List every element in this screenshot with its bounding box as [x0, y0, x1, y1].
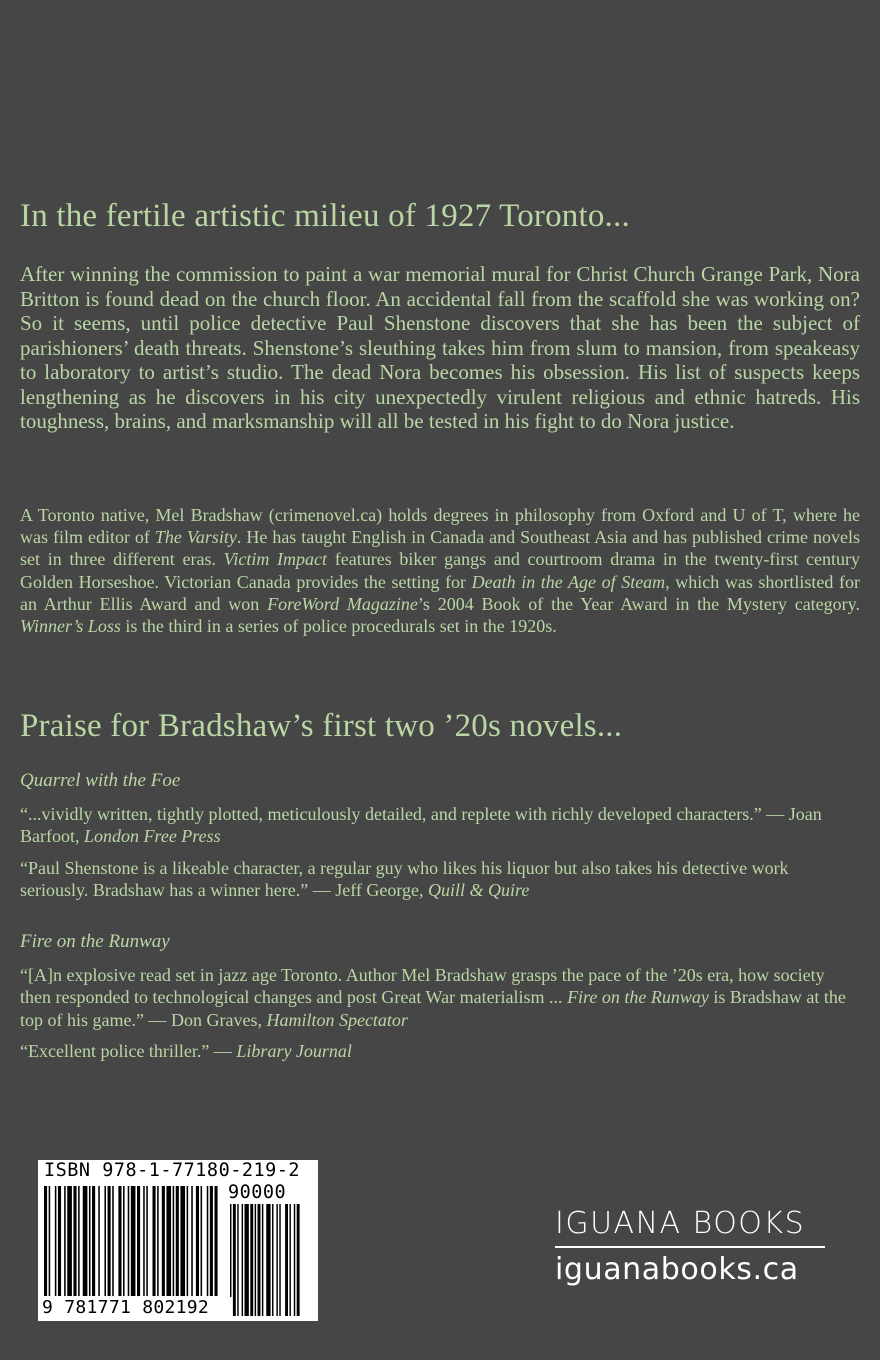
quote-source: Library Journal — [236, 1041, 352, 1061]
bio-title-death-steam: Death in the Age of Steam — [471, 571, 666, 592]
bio-title-foreword: ForeWord Magazine — [267, 593, 418, 614]
quote-source: London Free Press — [83, 826, 221, 847]
bio-title-winners-loss: Winner’s Loss — [20, 616, 121, 637]
bio-text: ’s 2004 Book of the Year Award in the Mystery category. — [417, 593, 860, 614]
bio-text: features biker gangs and courtroom drama in the twenty-first century Golden Horseshoe. Victorian Canada provides the setting for — [20, 549, 861, 592]
publisher-divider — [555, 1246, 825, 1248]
praise-heading: Praise for Bradshaw’s first two ’20s novels... — [20, 708, 623, 744]
bio-text: is the third in a series of police procedurals set in the 1920s. — [120, 616, 557, 637]
intro-heading: In the fertile artistic milieu of 1927 Toronto... — [20, 198, 630, 234]
synopsis-paragraph — [20, 262, 860, 434]
bio-title-varsity: The Varsity — [154, 527, 237, 548]
price-code: 90000 — [228, 1182, 287, 1203]
quote-source: Hamilton Spectator — [266, 1009, 408, 1030]
isbn-barcode — [38, 1160, 318, 1321]
publisher-logo — [555, 1206, 830, 1287]
bio-title-victim-impact: Victim Impact — [223, 549, 328, 570]
praise-quote: “[A]n explosive read set in jazz age Toronto. Author Mel Bradshaw grasps the pace of the ’20s era, how society then responded to technological changes and post Great War materialism ... Fire on the Runway is Bradshaw at the top of his game.” — Don Graves, Hamilton Spectator — [20, 965, 846, 1030]
bio-text: . He has taught English in Canada and Southeast Asia and has published crime novels set in three different eras. — [20, 527, 860, 570]
praise-quote: “Paul Shenstone is a likeable character, a regular guy who likes his liquor but also takes his detective work seriously. Bradshaw has a winner here.” — Jeff George, Quill & Quire — [20, 858, 789, 901]
publisher-url[interactable]: iguanabooks.ca — [555, 1252, 799, 1287]
isbn-text: ISBN 978-1-77180-219-2 — [44, 1160, 301, 1181]
author-bio-paragraph — [20, 504, 860, 637]
bio-text: , which was shortlisted for an Arthur Ellis Award and won — [20, 571, 860, 614]
ean-digits: 9 781771 802192 — [42, 1297, 232, 1318]
publisher-name: IGUANA BOOKS — [555, 1206, 806, 1241]
quote-book-title: Fire on the Runway — [567, 987, 709, 1008]
synopsis-text: After winning the commission to paint a war memorial mural for Christ Church Grange Park, Nora Britton is found dead on the church floor. An accidental fall from the scaffold she was working on? So it seems, until police detective Paul Shenstone discovers that she has been the subject of parishioners’ death threats. Shenstone’s sleuthing takes him from slum to mansion, from speakeasy to laboratory to artist’s studio. The dead Nora becomes his obsession. His list of suspects keeps lengthening as he discovers in his city unexpectedly virulent religious and ethnic hatreds. His toughness, brains, and marksmanship will all be tested in his fight to do Nora justice. — [20, 262, 860, 433]
praise-quote: “...vividly written, tightly plotted, meticulously detailed, and replete with richly developed characters.” — Joan Barfoot, London Free Press — [20, 804, 822, 847]
praise-quote: “Excellent police thriller.” — Library Journal — [20, 1041, 352, 1061]
praise-book-title-quarrel: Quarrel with the Foe — [20, 770, 181, 791]
quote-source: Quill & Quire — [428, 880, 530, 901]
praise-book-title-fire: Fire on the Runway — [20, 931, 170, 952]
bio-text: A Toronto native, Mel Bradshaw (crimenovel.ca) holds degrees in philosophy from Oxford and U of T, where he was film editor of — [20, 505, 860, 548]
